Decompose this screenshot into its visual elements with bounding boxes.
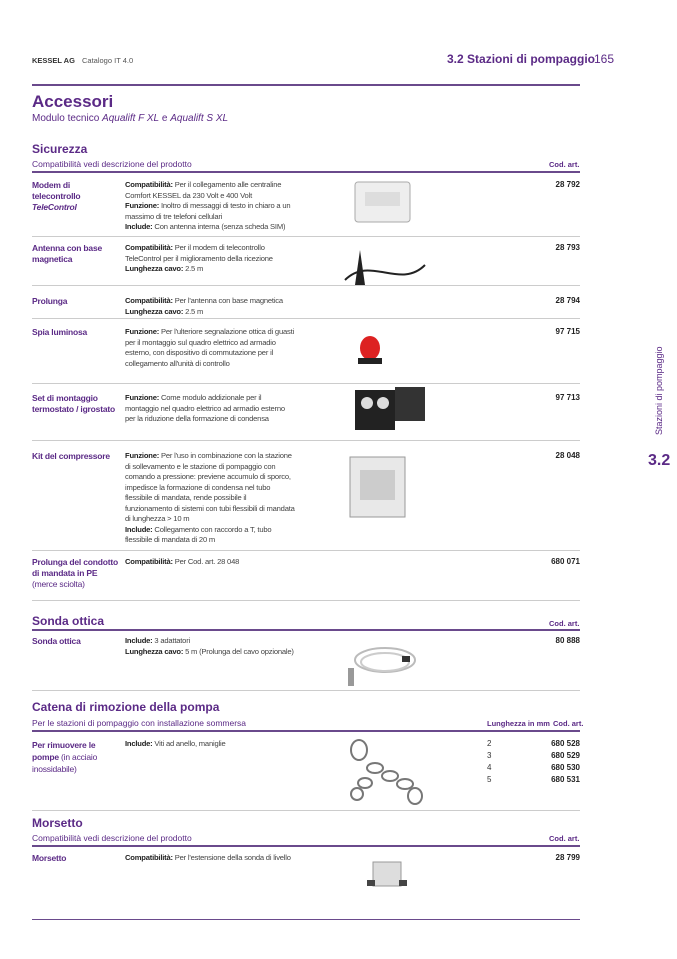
section-subtitle: Compatibilità vedi descrizione del prodotto bbox=[32, 159, 192, 169]
product-name: Morsetto bbox=[32, 853, 67, 863]
product-name: Prolunga del condotto di mandata in PE (merce sciolta) bbox=[32, 557, 118, 589]
divider bbox=[32, 810, 580, 811]
product-code: 680 071 bbox=[551, 557, 580, 566]
company-name: KESSEL AG bbox=[32, 56, 75, 65]
section-heading: Sonda ottica bbox=[32, 614, 105, 628]
product-description: Compatibilità: Per il collegamento alle centraline Comfort KESSEL da 230 Volt e 400 Volt Funzione: Inoltro di messaggi di testo in chiaro a un massimo di tre telefoni cellulari Include: Con antenna interna (senza scheda SIM) bbox=[125, 180, 291, 231]
product-name: Spia luminosa bbox=[32, 327, 88, 337]
page-subtitle: Modulo tecnico Aqualift F XL e Aqualift S XL bbox=[32, 113, 229, 124]
product-name: Kit del compressore bbox=[32, 451, 110, 461]
length-header: Lunghezza in mm bbox=[487, 719, 550, 728]
product-code: 680 529 bbox=[551, 751, 580, 760]
length-value: 4 bbox=[487, 763, 492, 772]
page-number: 165 bbox=[594, 52, 615, 66]
product-name: Prolunga bbox=[32, 296, 68, 306]
optical-probe-image bbox=[340, 640, 420, 690]
product-code: 97 713 bbox=[555, 393, 580, 402]
section-heading: Morsetto bbox=[32, 816, 83, 830]
product-description: Compatibilità: Per il modem di telecontrollo TeleControl per il miglioramento della ricezione Lunghezza cavo: 2.5 m bbox=[125, 243, 273, 273]
product-code: 28 793 bbox=[555, 243, 580, 252]
catalog-name: Catalogo IT 4.0 bbox=[82, 56, 134, 65]
product-name: Modem di telecontrollo TeleControl bbox=[32, 180, 81, 212]
product-image bbox=[340, 245, 435, 290]
code-header: Cod. art. bbox=[549, 160, 580, 169]
divider bbox=[32, 919, 580, 920]
product-name: Antenna con base magnetica bbox=[32, 243, 103, 264]
product-code: 28 794 bbox=[555, 296, 580, 305]
product-description: Funzione: Per l'ulteriore segnalazione ottica di guasti per il montaggio sul quadro elettrico ad armadio esterno, con dispositivo di commutazione per il collegamento all'unità di controllo bbox=[125, 327, 294, 368]
page-title: Accessori bbox=[32, 92, 114, 111]
length-value: 5 bbox=[487, 775, 492, 784]
product-code: 680 528 bbox=[551, 739, 580, 748]
section-heading: Sicurezza bbox=[32, 142, 88, 156]
chain-image bbox=[345, 738, 430, 808]
clamp-box-image bbox=[365, 858, 410, 893]
product-description: Include: Viti ad anello, maniglie bbox=[125, 739, 226, 748]
product-description: Compatibilità: Per l'estensione della sonda di livello bbox=[125, 853, 291, 862]
divider bbox=[32, 629, 580, 631]
product-name: Per rimuovere le pompe (in acciaio inossidabile) bbox=[32, 740, 98, 774]
divider bbox=[32, 285, 580, 286]
product-image bbox=[345, 455, 415, 525]
product-code: 80 888 bbox=[555, 636, 580, 645]
divider bbox=[32, 845, 580, 847]
divider bbox=[32, 84, 580, 86]
product-name: Sonda ottica bbox=[32, 636, 81, 646]
divider bbox=[32, 383, 580, 384]
divider bbox=[32, 730, 580, 732]
side-tab-number: 3.2 bbox=[648, 452, 671, 469]
length-value: 3 bbox=[487, 751, 492, 760]
product-description: Include: 3 adattatori Lunghezza cavo: 5 m (Prolunga del cavo opzionale) bbox=[125, 636, 294, 656]
code-header: Cod. art. bbox=[549, 619, 580, 628]
side-tab-label: Stazioni di pompaggio bbox=[654, 346, 664, 435]
product-code: 28 799 bbox=[555, 853, 580, 862]
product-code: 680 531 bbox=[551, 775, 580, 784]
product-image bbox=[350, 330, 390, 370]
code-header: Cod. art. bbox=[553, 719, 584, 728]
product-code: 680 530 bbox=[551, 763, 580, 772]
section-title: 3.2 Stazioni di pompaggio bbox=[447, 52, 596, 66]
divider bbox=[32, 171, 580, 173]
divider bbox=[32, 550, 580, 551]
code-header: Cod. art. bbox=[549, 834, 580, 843]
product-description: Funzione: Per l'uso in combinazione con la stazione di sollevamento e le stazione di pompaggio con comando a pressione: previene accumulo di sporco, impedisce la formazione di condensa nel tubo flessibile di mandata, rende possibile il funzionamento di sistemi con tubi flessibili di mandata di lunghezza > 10 m Include: Collegamento con raccordo a T, tubo flessibile di mandata di 20 m bbox=[125, 451, 295, 544]
product-image bbox=[345, 178, 425, 233]
product-code: 28 048 bbox=[555, 451, 580, 460]
product-description: Compatibilità: Per Cod. art. 28 048 bbox=[125, 557, 240, 566]
length-value: 2 bbox=[487, 739, 492, 748]
section-subtitle: Per le stazioni di pompaggio con installazione sommersa bbox=[32, 718, 247, 728]
section-heading: Catena di rimozione della pompa bbox=[32, 700, 220, 714]
product-description: Funzione: Come modulo addizionale per il montaggio nel quadro elettrico ad armadio esterno per la riduzione della formazione di condensa bbox=[125, 393, 285, 423]
product-description: Compatibilità: Per l'antenna con base magnetica Lunghezza cavo: 2.5 m bbox=[125, 296, 283, 316]
section-subtitle: Compatibilità vedi descrizione del prodotto bbox=[32, 833, 192, 843]
divider bbox=[32, 318, 580, 319]
divider bbox=[32, 690, 580, 691]
product-code: 97 715 bbox=[555, 327, 580, 336]
product-image bbox=[350, 385, 435, 435]
divider bbox=[32, 236, 580, 237]
divider bbox=[32, 600, 580, 601]
divider bbox=[32, 440, 580, 441]
product-code: 28 792 bbox=[555, 180, 580, 189]
product-name: Set di montaggio termostato / igrostato bbox=[32, 393, 115, 414]
